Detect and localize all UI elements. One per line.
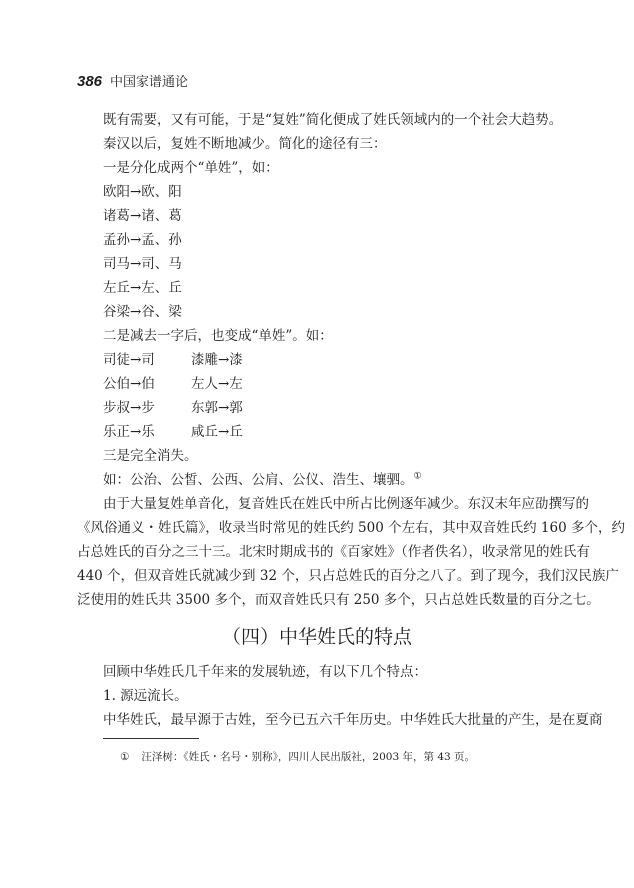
paragraph-line: 占总姓氏的百分之三十三。北宋时期成书的《百家姓》（作者佚名），收录常见的姓氏有 (77, 544, 590, 560)
footnote-mark: ① (120, 751, 130, 763)
paragraph-line: 《风俗通义・姓氏篇》，收录当时常见的姓氏约 500 个左右，其中双音姓氏约 160 多个，约 (77, 520, 625, 536)
section-heading: （四）中华姓氏的特点 (221, 626, 412, 648)
example-right: 咸丘→丘 (191, 424, 243, 440)
example-line: 孟孙→孟、孙 (103, 232, 182, 248)
running-title: 中国家谱通论 (110, 75, 189, 90)
example-line: 左丘→左、丘 (103, 280, 182, 296)
example-line: 诸葛→诸、葛 (103, 208, 182, 224)
example-left: 公伯→伯 (103, 376, 155, 392)
section-line: 1. 源远流长。 (103, 688, 188, 704)
example-left: 乐正→乐 (103, 424, 155, 440)
paragraph-line: 泛使用的姓氏共 3500 多个，而双音姓氏只有 250 多个，只占总姓氏数量的百分之七。 (77, 592, 600, 608)
body-line: 二是减去一字后，也变成“单姓”。如： (103, 328, 333, 344)
section-line: 回顾中华姓氏几千年来的发展轨迹，有以下几个特点： (103, 664, 427, 680)
example-line: 欧阳→欧、阳 (103, 184, 182, 200)
example-right: 左人→左 (191, 376, 243, 392)
body-line: 三是完全消失。 (103, 448, 198, 464)
example-right: 东郭→郭 (191, 400, 243, 416)
running-header (77, 71, 188, 91)
body-line: 一是分化成两个“单姓”，如： (103, 160, 279, 176)
example-right: 漆雕→漆 (191, 352, 243, 368)
body-line: 秦汉以后，复姓不断地减少。简化的途径有三： (103, 136, 387, 152)
body-line: 既有需要，又有可能，于是“复姓”简化便成了姓氏领域内的一个社会大趋势。 (103, 112, 563, 128)
section-line: 中华姓氏，最早源于古姓，至今已五六千年历史。中华姓氏大批量的产生，是在夏商 (103, 712, 603, 728)
page-number: 386 (77, 73, 103, 90)
footnote-reference: ① (413, 471, 422, 482)
example-line: 谷梁→谷、梁 (103, 304, 182, 320)
body-line-text: 如：公治、公皙、公西、公肩、公仪、浩生、壤驷。 (103, 472, 414, 488)
example-left: 司徒→司 (103, 352, 155, 368)
example-line: 司马→司、马 (103, 256, 182, 272)
footnote-divider (103, 738, 199, 739)
paragraph-line: 由于大量复姓单音化，复音姓氏在姓氏中所占比例逐年减少。东汉末年应劭撰写的 (103, 496, 589, 512)
paragraph-line: 440 个，但双音姓氏就减少到 32 个，只占总姓氏的百分之八了。到了现今，我们汉民族广 (77, 568, 619, 584)
footnote-text: 汪泽树：《姓氏・名号・别称》，四川人民出版社，2003 年，第 43 页。 (141, 751, 476, 763)
body-line (103, 471, 422, 489)
example-left: 步叔→步 (103, 400, 155, 416)
footnote (120, 750, 475, 765)
